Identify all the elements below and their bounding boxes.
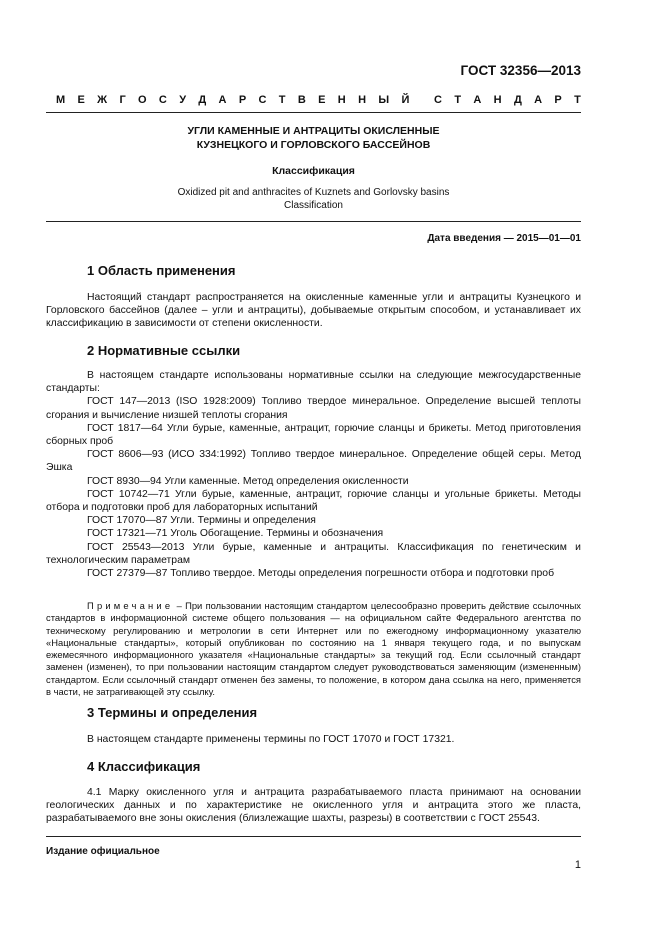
note-text: – При пользовании настоящим стандартом целесообразно проверить действие ссылочных стандартов в информационной системе общего пользования — на официальном сайте Федерального агентства по техническому регулированию и метрологии в сети Интернет или по ежегодному информационному указателю «Национальные стандарты», который опубликован по состоянию на 1 января текущего года, и по выпускам ежемесячного информационного указателя «Национальные стандарты» за текущий год. Если ссылочный стандарт заменен (изменен), то при пользовании настоящим стандартом следует руководствоваться заменяющим (измененным) стандартом. Если ссылочный стандарт отменен без замены, то положение, в котором дана ссылка на него, применяется в части, не затрагивающей эту ссылку. bbox=[46, 600, 581, 698]
reference-item: ГОСТ 27379—87 Топливо твердое. Методы определения погрешности отбора и подготовки проб bbox=[87, 568, 555, 580]
reference-item: ГОСТ 1817—64 Угли бурые, каменные, антрацит, горючие сланцы и брикеты. Метод приготовления сборных проб bbox=[46, 422, 581, 448]
reference-item: ГОСТ 17321—71 Уголь Обогащение. Термины и обозначения bbox=[87, 528, 384, 540]
footer-rule bbox=[46, 836, 581, 837]
title-line-1: УГЛИ КАМЕННЫЕ И АНТРАЦИТЫ ОКИСЛЕННЫЕ bbox=[187, 125, 440, 137]
reference-item: ГОСТ 8930—94 Угли каменные. Метод определения окисленности bbox=[87, 475, 409, 487]
standard-heading-letter: Д bbox=[198, 94, 207, 106]
standard-heading-letter: В bbox=[297, 94, 306, 106]
standard-heading-letter: Е bbox=[318, 94, 326, 106]
section-4-paragraph: 4.1 Марку окисленного угля и антрацита разрабатываемого пласта принимают на основании геологических данных и по характеристике не окисленного угля и антрацита этого же пласта, разрабатываемого вне зоны окисления (близлежащие шахты, разрезы) в соответствии с ГОСТ 25543. bbox=[46, 787, 581, 825]
note-label: Примечание bbox=[87, 600, 174, 611]
standard-heading-letter: Н bbox=[337, 94, 346, 106]
english-title bbox=[46, 186, 581, 212]
standard-heading-letter: Е bbox=[77, 94, 85, 106]
standard-heading-letter: А bbox=[473, 94, 482, 106]
section-2-references bbox=[46, 369, 581, 580]
section-1-heading: 1 Область применения bbox=[87, 263, 236, 278]
standard-heading-letter: С bbox=[258, 94, 267, 106]
english-title-line-1: Oxidized pit and anthracites of Kuznets and Gorlovsky basins bbox=[177, 187, 450, 198]
standard-heading-letter: Ы bbox=[378, 94, 390, 106]
references-intro: В настоящем стандарте использованы нормативные ссылки на следующие межгосударственные стандарты: bbox=[46, 370, 581, 395]
section-4-heading: 4 Классификация bbox=[87, 759, 201, 774]
reference-item: ГОСТ 8606—93 (ИСО 334:1992) Топливо твердое минеральное. Определение общей серы. Метод Эшка bbox=[46, 449, 581, 474]
standard-heading-letter: Ж bbox=[97, 94, 108, 106]
standard-heading-letter: Р bbox=[554, 94, 562, 106]
standard-heading-letter: Р bbox=[238, 94, 247, 106]
interstate-standard-heading bbox=[56, 94, 581, 106]
standard-heading-letter: С bbox=[434, 94, 442, 106]
reference-item: ГОСТ 25543—2013 Угли бурые, каменные и антрациты. Классификация по генетическим и технологическим параметрам bbox=[46, 541, 581, 566]
standard-heading-letter: Т bbox=[574, 94, 581, 106]
title-rule bbox=[46, 221, 581, 222]
gost-number: ГОСТ 32356—2013 bbox=[460, 63, 581, 78]
section-3-paragraph: В настоящем стандарте применены термины по ГОСТ 17070 и ГОСТ 17321. bbox=[87, 734, 455, 745]
standard-heading-letter: Н bbox=[358, 94, 367, 106]
section-3-text bbox=[46, 733, 581, 746]
reference-item: ГОСТ 147—2013 (ISO 1928:2009) Топливо твердое минеральное. Определение высшей теплоты сгорания и вычисление низшей теплоты сгорания bbox=[46, 396, 581, 421]
standard-heading-letter: Т bbox=[454, 94, 462, 106]
title-line-2: КУЗНЕЦКОГО И ГОРЛОВСКОГО БАССЕЙНОВ bbox=[196, 138, 431, 151]
section-1-text bbox=[46, 291, 581, 331]
standard-heading-letter: У bbox=[179, 94, 187, 106]
standard-heading-letter: Й bbox=[401, 94, 410, 106]
english-title-line-2: Classification bbox=[284, 200, 343, 211]
reference-item: ГОСТ 10742—71 Угли бурые, каменные, антрацит, горючие сланцы и угольные брикеты. Методы отбора и подготовки проб для лабораторных испытаний bbox=[46, 488, 581, 514]
reference-item: ГОСТ 17070—87 Угли. Термины и определения bbox=[87, 515, 316, 527]
standard-heading-letter: Т bbox=[278, 94, 286, 106]
note-block bbox=[46, 600, 581, 698]
standard-heading-letter: М bbox=[56, 94, 66, 106]
section-2-heading: 2 Нормативные ссылки bbox=[87, 343, 241, 358]
section-1-paragraph: Настоящий стандарт распространяется на окисленные каменные угли и антрациты Кузнецкого и Горловского бассейнов (далее – угли и антрациты), добываемые открытым способом, и устанавливает их классификацию в зависимости от степени окисленности. bbox=[46, 292, 581, 330]
document-subtitle: Классификация bbox=[272, 165, 355, 177]
section-4-text bbox=[46, 786, 581, 826]
page-number: 1 bbox=[574, 859, 581, 871]
intro-date: Дата введения — 2015—01—01 bbox=[427, 233, 581, 244]
official-edition-label: Издание официальное bbox=[46, 846, 160, 857]
standard-heading-letter: А bbox=[534, 94, 543, 106]
standard-heading-letter: А bbox=[218, 94, 227, 106]
standard-heading-letter: Н bbox=[493, 94, 502, 106]
standard-heading-letter: О bbox=[138, 94, 147, 106]
header-rule bbox=[46, 112, 581, 113]
section-3-heading: 3 Термины и определения bbox=[87, 705, 258, 720]
standard-heading-letter: С bbox=[158, 94, 167, 106]
standard-heading-letter: Г bbox=[119, 94, 126, 106]
document-title bbox=[46, 125, 581, 152]
standard-heading-letter: Д bbox=[513, 94, 522, 106]
